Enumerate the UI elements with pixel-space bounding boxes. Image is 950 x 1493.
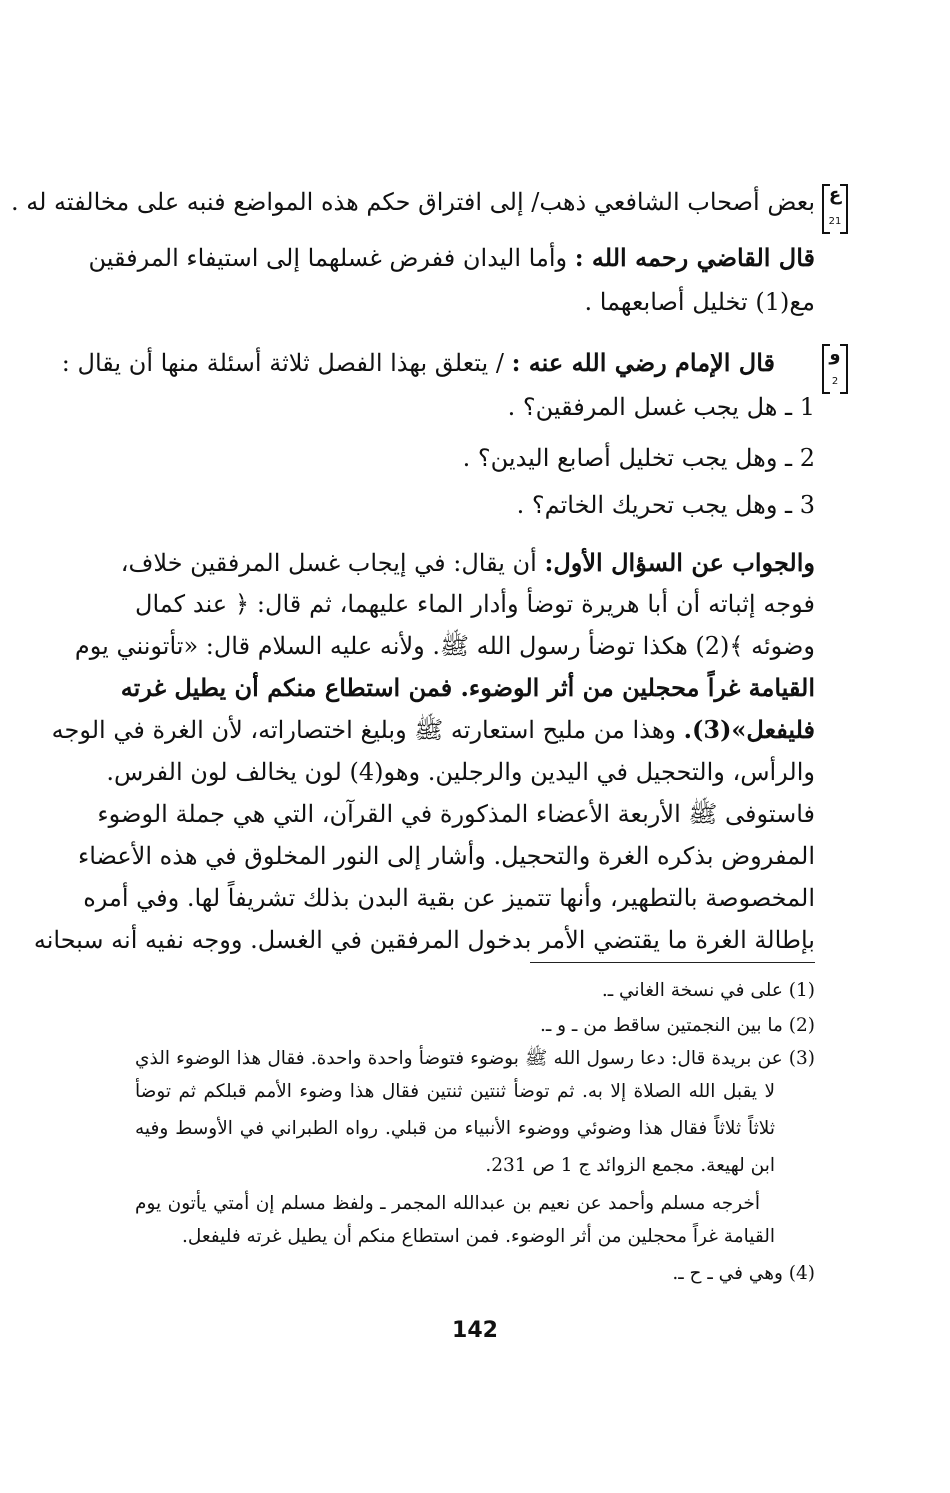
text-line: بإطالة الغرة ما يقتضي الأمر بدخول المرفقين في الغسل. ووجه نفيه أنه سبحانه — [33, 926, 815, 954]
marker-number: 21 — [828, 216, 842, 227]
text-line — [51, 710, 815, 750]
text-span: أن يقال: في إيجاب غسل المرفقين خلاف، — [120, 549, 545, 577]
text-line: وضوئه ﴾(2) هكذا توضأ رسول الله ﷺ. ولأنه عليه السلام قال: «تأتونني يوم — [74, 632, 815, 660]
answer-heading: والجواب عن السؤال الأول: — [544, 548, 815, 577]
question-1: 1 ـ هل يجب غسل المرفقين؟ . — [507, 393, 815, 421]
footnote-3: (3) عن بريدة قال: دعا رسول الله ﷺ بوضوء فتوضأ واحدة واحدة. فقال هذا الوضوء الذي — [135, 1048, 815, 1069]
text-span: / يتعلق بهذا الفصل ثلاثة أسئلة منها أن يقال : — [61, 349, 512, 377]
hadith-end: فليفعل»(3). — [683, 715, 815, 744]
text-span: وأما اليدان ففرض غسلهما إلى استيفاء المرفقين — [88, 244, 575, 272]
footnote-3-cont: ابن لهيعة. مجمع الزوائد ج 1 ص 231. — [485, 1155, 775, 1176]
margin-marker-ain-21 — [822, 184, 848, 230]
footnote-3-cont: ثلاثاً ثلاثاً فقال هذا وضوئي ووضوء الأنبياء من قبلي. رواه الطبراني في الأوسط وفيه — [135, 1118, 775, 1139]
text-line — [88, 238, 815, 278]
marker-letter: و — [829, 344, 841, 365]
text-line: المفروض بذكره الغرة والتحجيل. وأشار إلى النور المخلوق في هذه الأعضاء — [77, 842, 815, 870]
text-line — [61, 343, 775, 383]
text-line: القيامة غراً محجلين من أثر الوضوء. فمن استطاع منكم أن يطيل غرته — [120, 673, 815, 702]
footnote-3-source-cont: القيامة غراً محجلين من أثر الوضوء. فمن استطاع منكم أن يطيل غرته فليفعل. — [181, 1226, 775, 1247]
text-line — [120, 543, 815, 583]
speaker-label: قال الإمام رضي الله عنه : — [511, 348, 775, 377]
page-number: 142 — [452, 1318, 498, 1343]
text-line: المخصوصة بالتطهير، وأنها تتميز عن بقية البدن بذلك تشريفاً لها. وفي أمره — [83, 884, 815, 912]
text-span: وهذا من مليح استعارته ﷺ وبليغ اختصاراته، لأن الغرة في الوجه — [51, 716, 684, 744]
marker-letter: ع — [828, 184, 842, 205]
footnote-3-source: أخرجه مسلم وأحمد عن نعيم بن عبدالله المجمر ـ ولفظ مسلم إن أمتي يأتون يوم — [135, 1193, 760, 1214]
footnote-1: (1) على في نسخة الغاني ـ. — [601, 980, 815, 1001]
text-line: بعض أصحاب الشافعي ذهب/ إلى افتراق حكم هذه المواضع فنبه على مخالفته له . — [10, 188, 815, 216]
footnote-4: (4) وهي في ـ ح ـ. — [672, 1263, 815, 1284]
footnote-2: (2) ما بين النجمتين ساقط من ـ و ـ. — [539, 1015, 815, 1036]
speaker-label: قال القاضي رحمه الله : — [574, 243, 815, 272]
text-line: والرأس، والتحجيل في اليدين والرجلين. وهو(4) لون يخالف لون الفرس. — [106, 758, 815, 786]
question-3: 3 ـ وهل يجب تحريك الخاتم؟ . — [516, 491, 815, 519]
question-2: 2 ـ وهل يجب تخليل أصابع اليدين؟ . — [462, 444, 815, 472]
text-line: مع(1) تخليل أصابعهما . — [584, 288, 815, 316]
text-line: فاستوفى ﷺ الأربعة الأعضاء المذكورة في القرآن، التي هي جملة الوضوء — [97, 800, 815, 828]
marker-number: 2 — [831, 376, 839, 387]
text-line: فوجه إثباته أن أبا هريرة توضأ وأدار الماء عليهما، ثم قال: ﴿ عند كمال — [135, 590, 815, 618]
margin-marker-waw-2 — [822, 344, 848, 390]
footnote-divider — [530, 962, 815, 963]
footnote-3-cont: لا يقبل الله الصلاة إلا به. ثم توضأ ثنتين ثنتين فقال هذا وضوء الأمم قبلكم ثم توضأ — [135, 1081, 775, 1102]
